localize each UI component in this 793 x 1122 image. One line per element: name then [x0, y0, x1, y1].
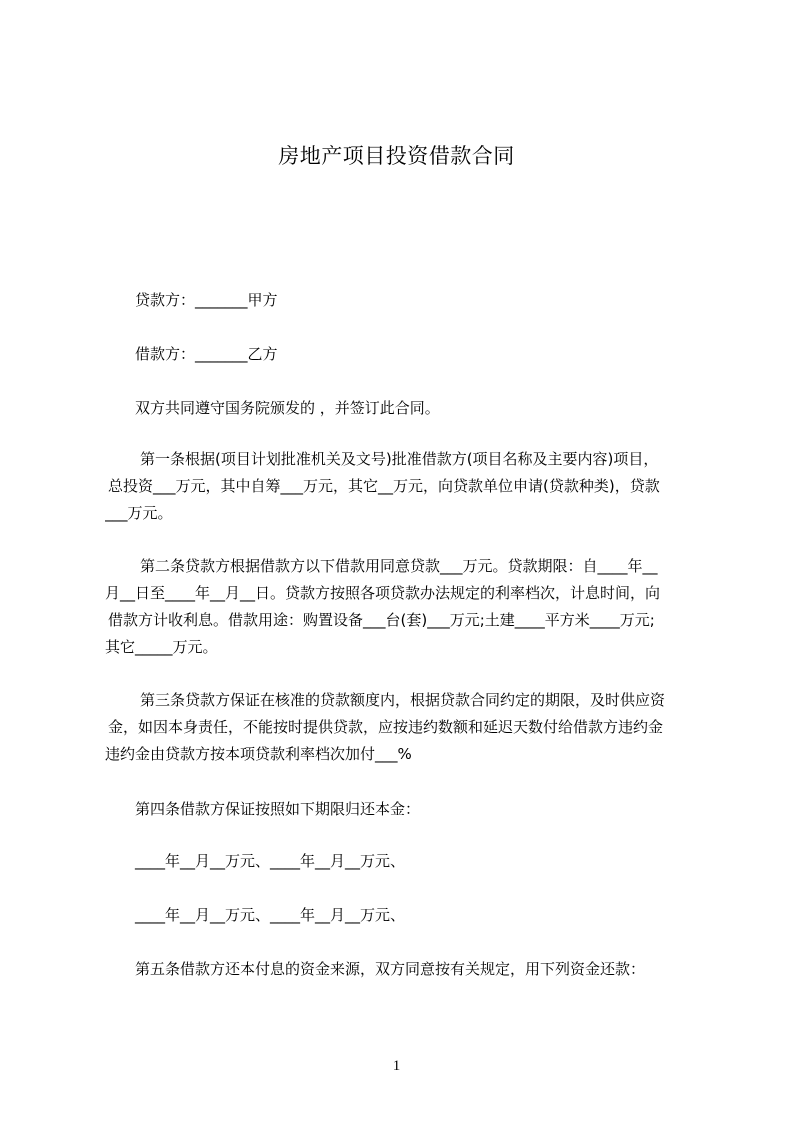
article-3-line: 第三条贷款方保证在核准的贷款额度内，根据贷款合同约定的期限，及时供应资 [140, 691, 666, 709]
article-3-line: 违约金由贷款方按本项贷款利率档次加付___% [105, 745, 412, 763]
lender-line: 贷款方：_______甲方 [135, 291, 278, 309]
article-2-line: 借款方计收利息。借款用途：购置设备___台(套)___万元;土建____平方米____万元; [108, 611, 655, 629]
article-2-line: 第二条贷款方根据借款方以下借款用同意贷款___万元。贷款期限：自____年__ [140, 557, 658, 575]
article-5: 第五条借款方还本付息的资金来源，双方同意按有关规定，用下列资金还款： [135, 960, 646, 978]
article-1 [105, 446, 700, 527]
article-2-line: 月__日至____年__月__日。贷款方按照各项贷款办法规定的利率档次，计息时间，向 [105, 584, 661, 602]
intro-paragraph: 双方共同遵守国务院颁发的 ，并签订此合同。 [135, 399, 440, 417]
article-1-line: 第一条根据(项目计划批准机关及文号)批准借款方(项目名称及主要内容)项目， [140, 450, 659, 468]
page-number: 1 [392, 1058, 401, 1074]
repayment-schedule-1: ____年__月__万元、____年__月__万元、 [135, 852, 406, 870]
borrower-line: 借款方：_______乙方 [135, 345, 278, 363]
article-3 [105, 687, 700, 768]
article-1-line: ___万元。 [105, 504, 173, 522]
article-2 [105, 553, 700, 661]
article-4: 第四条借款方保证按照如下期限归还本金： [135, 800, 421, 818]
article-1-line: 总投资___万元，其中自筹___万元，其它__万元，向贷款单位申请(贷款种类)，贷款 [108, 477, 660, 495]
document-title: 房地产项目投资借款合同 [278, 144, 515, 168]
article-2-line: 其它_____万元。 [105, 638, 218, 656]
article-3-line: 金，如因本身责任，不能按时提供贷款，应按违约数额和延迟天数付给借款方违约金 [108, 718, 664, 736]
repayment-schedule-2: ____年__月__万元、____年__月__万元、 [135, 906, 406, 924]
